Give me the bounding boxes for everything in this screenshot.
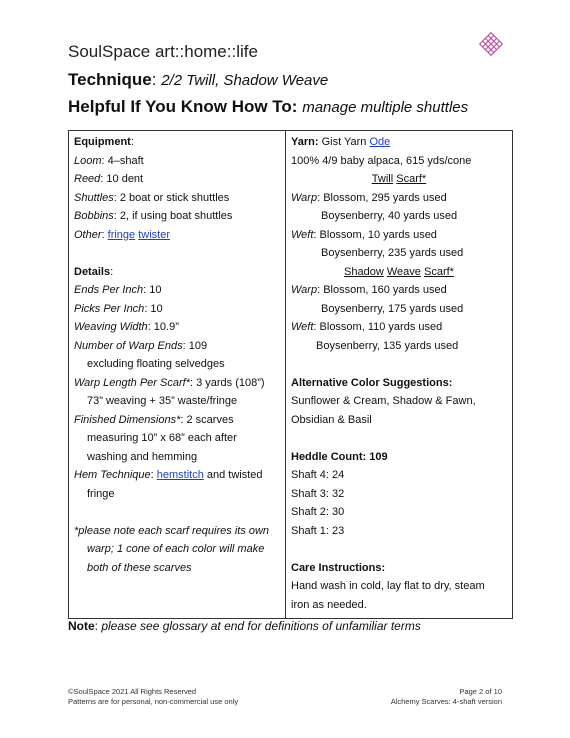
- note-text: please see glossary at end for definitions of unfamiliar terms: [101, 619, 421, 633]
- twill-weft-row-2: Boysenberry, 235 yards used: [321, 247, 464, 259]
- shadow-warp-row-2: Boysenberry, 175 yards used: [321, 302, 464, 315]
- footer-right: [391, 687, 502, 707]
- usage-text: Patterns are for personal, non-commercial use only: [68, 697, 239, 706]
- finished-note-2: washing and hemming: [87, 450, 198, 463]
- ode-link[interactable]: Ode: [369, 136, 391, 148]
- left-column: Equipment: Loom: 4–shaft Reed: 10 dent Shuttles: 2 boat or stick shuttles Bobbins: 2, if using boat shuttles Other: fringe twister Details: Ends Per Inch: 10 Picks Per Inch: 10 Weaving Width: 10.9” Number of Warp Ends: 109 excluding floating selvedges Warp Length Per Scarf*: 3 yards (108”) 73” weaving + 35” waste/fringe Finished Dimensions*: 2 scarves measuring 10” x 68” each after washing and hemming Hem Technique: hemstitch and twisted fringe *please note each scarf requires its own warp; 1 cone of each color will make both of these scarves: [69, 131, 286, 619]
- care-heading: Care Instructions:: [291, 561, 386, 574]
- hem-technique-row: Hem Technique: hemstitch and twisted: [74, 469, 263, 481]
- yarn-description: 100% 4/9 baby alpaca, 615 yds/cone: [291, 154, 472, 167]
- warp-ends-note: excluding floating selvedges: [87, 358, 225, 370]
- care-line-2: iron as needed.: [291, 598, 367, 611]
- finished-note-1: measuring 10” x 68” each after: [87, 432, 237, 444]
- twill-warp-row-2: Boysenberry, 40 yards used: [321, 210, 458, 222]
- shaft-1-count: Shaft 1: 23: [291, 524, 345, 537]
- soulspace-logo-icon: [477, 30, 505, 58]
- page-number: Page 2 of 10: [459, 687, 502, 696]
- pattern-table: [68, 130, 513, 619]
- right-column: [286, 131, 513, 619]
- alt-colors-heading: Alternative Color Suggestions:: [291, 376, 453, 389]
- fringe-link[interactable]: fringe: [107, 228, 136, 241]
- helpful-value: manage multiple shuttles: [302, 99, 469, 116]
- footnote-line-1: *please note each scarf requires its own: [74, 524, 270, 537]
- heddle-count-heading: Heddle Count: 109: [291, 450, 388, 463]
- technique-value: 2/2 Twill, Shadow Weave: [161, 72, 329, 89]
- hem-note: fringe: [87, 487, 115, 500]
- document-title: Alchemy Scarves: 4-shaft version: [390, 697, 502, 706]
- glossary-note: Note: please see glossary at end for definitions of unfamiliar terms: [68, 619, 421, 633]
- warp-length-row: Warp Length Per Scarf*: 3 yards (108”): [74, 376, 265, 389]
- footer-left: [68, 687, 238, 707]
- warp-ends-row: Number of Warp Ends: 109: [74, 339, 208, 352]
- twill-scarf-heading: Twill Scarf*: [371, 173, 427, 185]
- note-label: Note: [68, 619, 95, 633]
- warp-length-note: 73” weaving + 35” waste/fringe: [87, 395, 238, 407]
- ppi-row: Picks Per Inch: 10: [74, 302, 163, 315]
- footnote-line-2: warp; 1 cone of each color will make: [87, 543, 265, 555]
- footnote-line-3: both of these scarves: [87, 561, 192, 574]
- helpful-label: Helpful If You Know How To:: [68, 97, 298, 116]
- brand-title: SoulSpace art::home::life: [68, 42, 258, 61]
- copyright-text: ©SoulSpace 2021 All Rights Reserved: [68, 687, 197, 696]
- shadow-weft-row-2: Boysenberry, 135 yards used: [316, 339, 459, 352]
- shaft-3-count: Shaft 3: 32: [291, 487, 345, 500]
- twill-weft-row: Weft: Blossom, 10 yards used: [291, 228, 437, 241]
- twister-link[interactable]: twister: [138, 228, 171, 241]
- shaft-2-count: Shaft 2: 30: [291, 506, 345, 518]
- technique-label: Technique: [68, 70, 152, 89]
- epi-row: Ends Per Inch: 10: [74, 284, 162, 296]
- details-heading: Details: [74, 265, 111, 278]
- shuttles-row: Shuttles: 2 boat or stick shuttles: [74, 191, 230, 204]
- care-line-1: Hand wash in cold, lay flat to dry, steam: [291, 580, 485, 592]
- weaving-width-row: Weaving Width: 10.9”: [74, 321, 179, 333]
- equipment-heading: Equipment: [74, 136, 131, 148]
- bobbins-row: Bobbins: 2, if using boat shuttles: [74, 210, 233, 222]
- twill-warp-row: Warp: Blossom, 295 yards used: [291, 191, 447, 204]
- technique-line: Technique: 2/2 Twill, Shadow Weave: [68, 70, 329, 89]
- alt-colors-line-1: Sunflower & Cream, Shadow & Fawn,: [291, 395, 476, 407]
- loom-row: Loom: 4–shaft: [74, 154, 144, 167]
- shadow-weft-row: Weft: Blossom, 110 yards used: [291, 321, 443, 333]
- hemstitch-link[interactable]: hemstitch: [156, 469, 204, 481]
- finished-dimensions-row: Finished Dimensions*: 2 scarves: [74, 413, 234, 426]
- shadow-warp-row: Warp: Blossom, 160 yards used: [291, 284, 447, 296]
- shaft-4-count: Shaft 4: 24: [291, 469, 345, 481]
- alt-colors-line-2: Obsidian & Basil: [291, 413, 372, 426]
- other-row: Other: fringe twister: [74, 228, 171, 241]
- helpful-line: [68, 97, 468, 117]
- reed-row: Reed: 10 dent: [74, 173, 144, 185]
- yarn-row: Yarn: Gist Yarn Ode: [291, 136, 391, 148]
- shadow-weave-scarf-heading: Shadow Weave Scarf*: [344, 265, 454, 278]
